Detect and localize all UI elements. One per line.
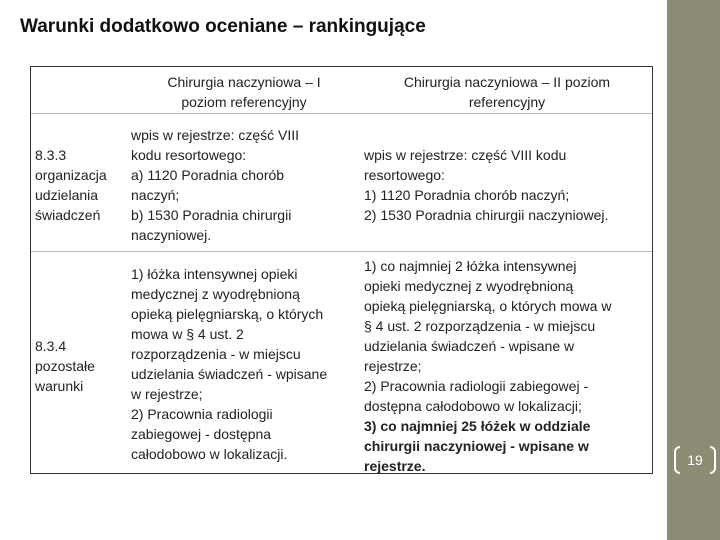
header-col-level-1-line: Chirurgia naczyniowa – I: [167, 74, 321, 90]
row-834-level-1-line: medycznej z wyodrębnioną: [131, 286, 300, 302]
row-833-level-2-line: 2) 1530 Poradnia chirurgii naczyniowej.: [364, 207, 609, 223]
row-834-level-1-line: opieką pielęgniarską, o których: [131, 306, 324, 322]
row-833-level-2-line: 1) 1120 Poradnia chorób naczyń;: [364, 187, 570, 203]
row-834-level-2-line: 2) Pracownia radiologii zabiegowej -: [364, 378, 589, 394]
row-834-level-2-line: rejestrze;: [364, 358, 422, 374]
row-833-label: [35, 145, 127, 225]
row-834-label: [35, 336, 127, 396]
row-833-level-1: [131, 125, 363, 245]
row-833-label-line: świadczeń: [35, 207, 101, 223]
row-divider: [31, 251, 652, 252]
header-col-level-2-line: Chirurgia naczyniowa – II poziom: [403, 74, 611, 90]
row-834-level-2-line: § 4 ust. 2 rozporządzenia - w miejscu: [364, 318, 596, 334]
row-833-level-1-line: naczyniowej.: [131, 227, 212, 243]
row-834-level-2-line: opieki medycznej z wyodrębnioną: [364, 278, 574, 294]
page-number-value: 19: [687, 452, 703, 468]
header-col-level-2: [366, 72, 648, 112]
row-833-label-line: 8.3.3: [35, 147, 67, 163]
left-bracket-icon: [674, 446, 680, 474]
row-833-level-1-line: a) 1120 Poradnia chorób: [131, 167, 285, 183]
row-834-label-line: pozostałe: [35, 358, 95, 374]
row-834-level-2-highlight-line: 3) co najmniej 25 łóżek w oddziale: [364, 418, 591, 434]
row-833-label-line: udzielania: [35, 187, 99, 203]
row-834-label-line: 8.3.4: [35, 338, 67, 354]
row-834-level-1-line: całodobowo w lokalizacji.: [131, 446, 288, 462]
row-834-level-1-line: 2) Pracownia radiologii: [131, 406, 273, 422]
row-834-level-1: [131, 264, 363, 464]
row-834-level-2-line: dostępna całodobowo w lokalizacji;: [364, 398, 582, 414]
row-833-level-2-line: resortowego:: [364, 167, 445, 183]
row-833-level-2-line: wpis w rejestrze: część VIII kodu: [364, 147, 567, 163]
header-col-level-1-line: poziom referencyjny: [181, 94, 307, 110]
row-834-level-1-line: w rejestrze;: [131, 386, 203, 402]
row-834-level-2-highlight-line: chirurgii naczyniowej - wpisane w: [364, 438, 589, 454]
row-834-label-line: warunki: [35, 378, 84, 394]
row-834-level-2-line: opieką pielęgniarską, o których mowa w: [364, 298, 612, 314]
row-833-level-1-line: naczyń;: [131, 187, 180, 203]
header-col-level-1: [128, 72, 360, 112]
row-834-level-2: [364, 256, 654, 476]
row-834-level-1-line: zabiegowej - dostępna: [131, 426, 272, 442]
row-834-level-2-highlight-line: rejestrze.: [364, 458, 426, 474]
row-834-level-1-line: udzielania świadczeń - wpisane: [131, 366, 328, 382]
header-col-level-2-line: referencyjny: [468, 94, 546, 110]
row-833-level-1-line: kodu resortowego:: [131, 147, 247, 163]
row-834-level-2-line: 1) co najmniej 2 łóżka intensywnej: [364, 258, 577, 274]
row-834-level-1-line: 1) łóżka intensywnej opieki: [131, 266, 298, 282]
row-833-level-1-line: wpis w rejestrze: część VIII: [131, 127, 300, 143]
row-834-level-2-line: udzielania świadczeń - wpisane w: [364, 338, 575, 354]
row-834-level-1-line: rozporządzenia - w miejscu: [131, 346, 301, 362]
row-833-level-2: [364, 145, 650, 225]
slide-title: Warunki dodatkowo oceniane – rankingujące: [20, 16, 426, 37]
row-834-level-1-line: mowa w § 4 ust. 2: [131, 326, 244, 342]
row-833-label-line: organizacja: [35, 167, 107, 183]
row-divider: [31, 113, 652, 114]
right-bracket-icon: [710, 446, 716, 474]
row-833-level-1-line: b) 1530 Poradnia chirurgii: [131, 207, 292, 223]
page-number: [674, 446, 716, 474]
